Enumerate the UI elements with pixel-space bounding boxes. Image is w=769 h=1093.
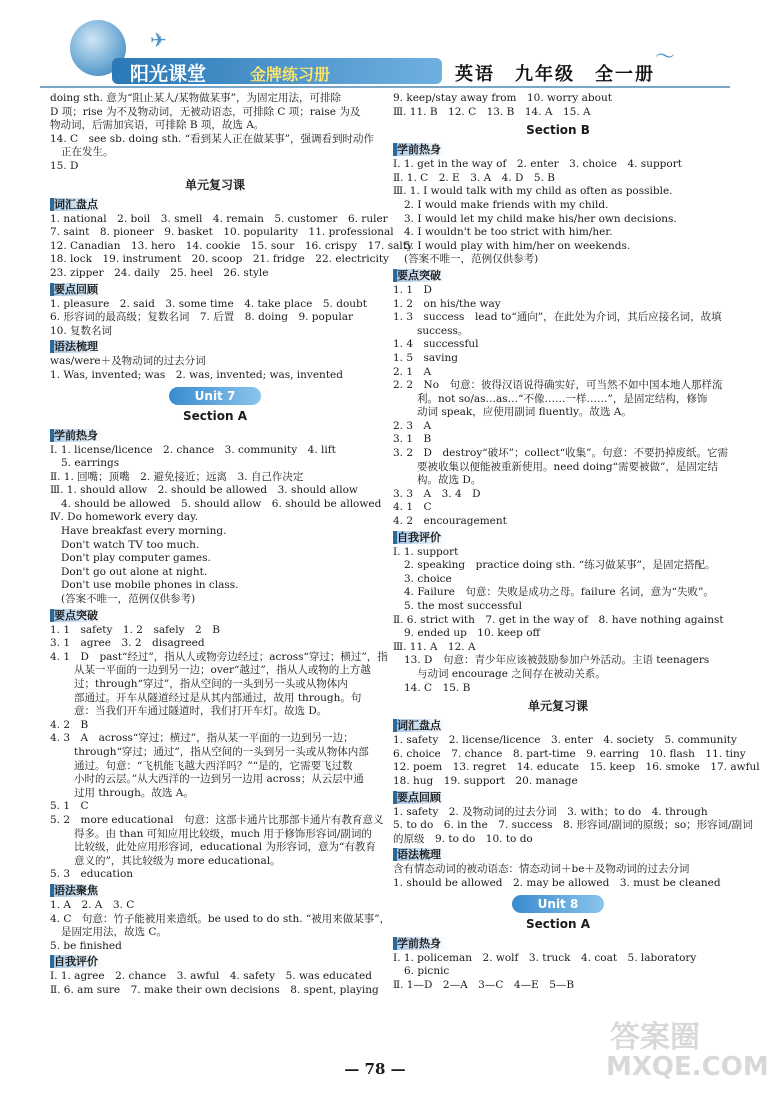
section-label-warmup: 学前热身 bbox=[393, 143, 447, 156]
section-label-points: 要点回顾 bbox=[50, 283, 104, 296]
answer-line: 13. D 句意：青少年应该被鼓励参加户外活动。主语 teenagers bbox=[404, 654, 710, 667]
review-title: 单元复习课 bbox=[527, 699, 588, 714]
answer-line: 1. 5 saving bbox=[393, 351, 458, 364]
answer-line: 1. A 2. A 3. C bbox=[50, 898, 135, 911]
answer-line: Ⅲ. 11. B 12. C 13. B 14. A 15. A bbox=[393, 105, 591, 118]
warmup-list bbox=[393, 158, 723, 267]
series-title: 阳光课堂 bbox=[130, 63, 207, 85]
answer-line: 4. 3 A across“穿过；横过”，指从某一平面的一边到另一边； bbox=[50, 732, 354, 745]
answer-line: Ⅱ. 1. 回嘴；顶嘴 2. 避免接近；远离 3. 自己作决定 bbox=[50, 470, 304, 483]
watermark-logo: 答案圈 bbox=[610, 1020, 700, 1055]
answer-line: 4. 2 B bbox=[50, 718, 89, 731]
section-label-breakthrough: 要点突破 bbox=[50, 609, 104, 622]
answer-line: 3. 1 agree 3. 2 disagreed bbox=[50, 637, 205, 650]
answer-line: Ⅰ. 1. license/licence 2. chance 3. community 4. lift bbox=[50, 443, 336, 456]
unit8-badge: Unit 8 bbox=[512, 895, 604, 913]
section-label-grammar: 语法梳理 bbox=[50, 340, 104, 353]
section-a-title: Section A bbox=[526, 916, 590, 931]
answer-line: 1. 4 successful bbox=[393, 338, 479, 351]
page-header bbox=[0, 0, 750, 88]
answer-line: Ⅲ. 1. should allow 2. should be allowed 3. should allow bbox=[50, 484, 358, 497]
unit7-a-tail bbox=[393, 92, 723, 119]
answer-line: 4. 1 D past“经过”，指从人或物旁边经过；across“穿过；横过”，指 bbox=[50, 650, 388, 663]
section-label-vocab: 词汇盘点 bbox=[50, 198, 104, 211]
answer-line: Ⅱ. 1. C 2. E 3. A 4. D 5. B bbox=[393, 171, 556, 184]
answer-line: 18. hug 19. support 20. manage bbox=[393, 774, 578, 787]
section-label-grammar-focus: 语法聚焦 bbox=[50, 884, 104, 897]
page-number: — 78 — bbox=[344, 1060, 406, 1078]
answer-line: 正在发生。 bbox=[61, 146, 114, 159]
answer-line: 5. earrings bbox=[61, 457, 120, 470]
answer-line: Have breakfast every morning. bbox=[61, 525, 227, 538]
answer-line: 5. 1 C bbox=[50, 800, 89, 813]
answer-line: 利。not so/as…as…“不像……一样……”，是固定结构，修饰 bbox=[417, 392, 708, 405]
answer-line: 6. picnic bbox=[404, 965, 450, 978]
answer-line: 1. 2 on his/the way bbox=[393, 297, 501, 310]
answer-line: 5. 3 education bbox=[50, 868, 134, 881]
answer-line: 18. lock 19. instrument 20. scoop 21. fridge 22. electricity bbox=[50, 253, 389, 266]
answer-line: Ⅰ. 1. policeman 2. wolf 3. truck 4. coat 5. laboratory bbox=[393, 951, 697, 964]
header-rule bbox=[40, 86, 730, 88]
answer-line: 物动词，后需加宾语，可排除 B 项，故选 A。 bbox=[50, 119, 265, 132]
answer-line: Ⅰ. 1. support bbox=[393, 545, 459, 558]
answer-line: 要被收集以便能被重新使用。need doing“需要被做”，是固定结 bbox=[417, 460, 718, 473]
answer-line: 15. D bbox=[50, 159, 79, 172]
warmup-list bbox=[393, 952, 723, 993]
answer-line: 与动词 encourage 之间存在被动关系。 bbox=[417, 667, 606, 680]
section-label-self-eval: 自我评价 bbox=[393, 531, 447, 544]
section-a-title: Section A bbox=[183, 408, 247, 423]
answer-line: Ⅲ. 11. A 12. A bbox=[393, 640, 476, 653]
answer-line: 4. I wouldn't be too strict with him/her. bbox=[404, 226, 613, 239]
answer-line: 的原级 9. to do 10. to do bbox=[393, 832, 533, 845]
answer-line: 构。故选 D。 bbox=[417, 474, 482, 487]
answer-line: 4. should be allowed 5. should allow 6. should be allowed bbox=[61, 497, 382, 510]
grammar-list bbox=[50, 355, 380, 382]
answer-line: 部通过。开车从隧道经过是从其内部通过，故用 through。句 bbox=[74, 691, 362, 704]
answer-line: 从某一平面的一边到另一边；over“越过”，指从人或物的上方越 bbox=[74, 664, 371, 677]
points-list bbox=[50, 298, 380, 339]
answer-line: 5. I would play with him/her on weekends. bbox=[404, 239, 631, 252]
grammar-list bbox=[393, 863, 723, 890]
answer-line: 通过。句意：“飞机能飞越大西洋吗？”“是的，它需要飞过数 bbox=[74, 759, 353, 772]
book-title: 金牌练习册 bbox=[250, 65, 331, 84]
review-title: 单元复习课 bbox=[184, 177, 245, 192]
answer-line: 1. pleasure 2. said 3. some time 4. take place 5. doubt bbox=[50, 297, 367, 310]
vocab-list bbox=[393, 734, 760, 788]
answer-line: 4. C 句意：竹子能被用来造纸。be used to do sth. “被用来做某事”， bbox=[50, 912, 391, 925]
answer-line: 23. zipper 24. daily 25. heel 26. style bbox=[50, 266, 269, 279]
answer-line: (答案不唯一，范例仅供参考) bbox=[404, 253, 539, 266]
answer-line: 过用 through。故选 A。 bbox=[74, 786, 194, 799]
answer-line: 9. ended up 10. keep off bbox=[404, 627, 540, 640]
right-column bbox=[393, 92, 760, 992]
answer-line: 比较级，此处应用形容词，educational 为形容词，意为“有教育 bbox=[74, 841, 376, 854]
section-label-grammar: 语法梳理 bbox=[393, 848, 447, 861]
answer-line: 3. 2 D destroy“破坏”；collect“收集”。句意：不要扔掉废纸。它需 bbox=[393, 447, 728, 460]
answer-line: Don't play computer games. bbox=[61, 552, 211, 565]
answer-line: Ⅰ. 1. get in the way of 2. enter 3. choice 4. support bbox=[393, 158, 682, 171]
answer-line: 6. choice 7. chance 8. part-time 9. earring 10. flash 11. tiny bbox=[393, 747, 746, 760]
bird-icon: ✈ bbox=[150, 28, 167, 52]
answer-line: was/were＋及物动词的过去分词 bbox=[50, 355, 206, 368]
answer-line: D 项；rise 为不及物动词，无被动语态，可排除 C 项；raise 为及 bbox=[50, 105, 361, 118]
section-label-warmup: 学前热身 bbox=[50, 429, 104, 442]
answer-line: 意义的”，其比较级为 more educational。 bbox=[74, 854, 281, 867]
answer-line: Ⅰ. 1. agree 2. chance 3. awful 4. safety 5. was educated bbox=[50, 970, 372, 983]
answer-line: Ⅱ. 1—D 2—A 3—C 4—E 5—B bbox=[393, 978, 575, 991]
answer-line: 2. 2 No 句意：彼得汉语说得确实好，可当然不如中国本地人那样流 bbox=[393, 379, 723, 392]
answer-line: 意：当我们开车通过隧道时，我们打开车灯。故选 D。 bbox=[74, 705, 328, 718]
section-label-points: 要点回顾 bbox=[393, 791, 447, 804]
warmup-list bbox=[50, 444, 380, 607]
answer-line: 14. C see sb. doing sth. “看到某人正在做某事”，强调看到时动作 bbox=[50, 132, 375, 145]
points-list bbox=[393, 805, 753, 847]
answer-line: (答案不唯一，范例仅供参考) bbox=[61, 593, 196, 606]
self-eval-list bbox=[50, 970, 380, 997]
answer-line: success。 bbox=[417, 324, 469, 337]
answer-line: 14. C 15. B bbox=[404, 681, 471, 694]
answer-line: 5. be finished bbox=[50, 939, 122, 952]
answer-line: 2. speaking practice doing sth. “练习做某事”，是固定搭配。 bbox=[404, 559, 716, 572]
answer-line: Don't watch TV too much. bbox=[61, 538, 200, 551]
answer-line: Ⅱ. 6. am sure 7. make their own decisions 8. spent, playing bbox=[50, 983, 379, 996]
answer-line: 得多。由 than 可知应用比较级，much 用于修饰形容词/副词的 bbox=[74, 827, 372, 840]
vocab-list bbox=[50, 212, 413, 281]
unit7-badge: Unit 7 bbox=[169, 387, 261, 405]
answer-line: 1. 1 D bbox=[393, 283, 432, 296]
answer-line: 2. 3 A bbox=[393, 419, 432, 432]
section-label-breakthrough: 要点突破 bbox=[393, 269, 447, 282]
answer-line: Don't go out alone at night. bbox=[61, 565, 208, 578]
bird-icon: 〜 bbox=[655, 44, 675, 68]
answer-line: Don't use mobile phones in class. bbox=[61, 579, 239, 592]
answer-line: 3. I would let my child make his/her own decisions. bbox=[404, 212, 677, 225]
section-label-vocab: 词汇盘点 bbox=[393, 719, 447, 732]
answer-line: 7. saint 8. pioneer 9. basket 10. popularity 11. professional bbox=[50, 226, 394, 239]
answer-line: 2. 1 A bbox=[393, 365, 432, 378]
answer-line: 9. keep/stay away from 10. worry about bbox=[393, 92, 612, 104]
answer-line: 小时的云层。”从大西洋的一边到另一边用 across；从云层中通 bbox=[74, 773, 364, 786]
answer-line: 动词 speak，应使用副词 fluently。故选 A。 bbox=[417, 406, 632, 419]
answer-line: 过；through“穿过”，指从空间的一头到另一头或从物体内 bbox=[74, 678, 348, 690]
answer-line: 3. choice bbox=[404, 572, 452, 585]
answer-line: 10. 复数名词 bbox=[50, 324, 113, 337]
answer-line: 1. 3 success lead to“通向”，在此处为介词，其后应接名词，故填 bbox=[393, 311, 722, 324]
section-label-warmup: 学前热身 bbox=[393, 937, 447, 950]
answer-line: Ⅱ. 6. strict with 7. get in the way of 8. have nothing against bbox=[393, 613, 724, 626]
unit6-answers-tail bbox=[50, 92, 380, 174]
section-b-title: Section B bbox=[526, 123, 590, 138]
answer-line: 5. the most successful bbox=[404, 600, 523, 612]
answer-line: 是固定用法，故选 C。 bbox=[61, 926, 167, 939]
answer-line: 3. 1 B bbox=[393, 433, 432, 446]
subject-title: 英语 九年级 全一册 bbox=[455, 64, 655, 85]
answer-line: Ⅳ. Do homework every day. bbox=[50, 511, 199, 524]
self-eval-list bbox=[393, 546, 723, 696]
answer-line: 5. 2 more educational 句意：这部卡通片比那部卡通片有教育意义 bbox=[50, 813, 384, 826]
answer-line: 1. national 2. boil 3. smell 4. remain 5. customer 6. ruler bbox=[50, 212, 388, 225]
breakthrough-list bbox=[50, 623, 388, 882]
answer-line: Ⅲ. 1. I would talk with my child as often as possible. bbox=[393, 185, 673, 198]
watermark-url: MXQE.COM bbox=[606, 1052, 769, 1082]
answer-line: 4. 1 C bbox=[393, 501, 432, 514]
answer-line: 1. safety 2. license/licence 3. enter 4. society 5. community bbox=[393, 734, 737, 747]
answer-line: 4. Failure 句意：失败是成功之母。failure 名词，意为“失败”。 bbox=[404, 586, 714, 599]
answer-line: through“穿过；通过”，指从空间的一头到另一头或从物体内部 bbox=[74, 745, 369, 758]
answer-line: 1. 1 safety 1. 2 safely 2 B bbox=[50, 623, 220, 636]
answer-line: 12. Canadian 13. hero 14. cookie 15. sour 16. crispy 17. salty bbox=[50, 239, 413, 252]
answer-line: 12. poem 13. regret 14. educate 15. keep 16. smoke 17. awful bbox=[393, 761, 760, 774]
answer-line: 6. 形容词的最高级；复数名词 7. 后置 8. doing 9. popular bbox=[50, 311, 353, 324]
grammar-focus-list bbox=[50, 898, 391, 953]
answer-line: 3. 3 A 3. 4 D bbox=[393, 487, 481, 500]
answer-line: doing sth. 意为“阻止某人/某物做某事”，为固定用法，可排除 bbox=[50, 92, 342, 104]
answer-line: 2. I would make friends with my child. bbox=[404, 198, 609, 211]
answer-line: 1. Was, invented; was 2. was, invented; was, invented bbox=[50, 368, 343, 381]
answer-line: 1. safety 2. 及物动词的过去分词 3. with；to do 4. through bbox=[393, 805, 708, 818]
section-label-self-eval: 自我评价 bbox=[50, 955, 104, 968]
answer-line: 5. to do 6. in the 7. success 8. 形容词/副词的原级；so；形容词/副词 bbox=[393, 819, 753, 832]
answer-line: 4. 2 encouragement bbox=[393, 515, 507, 528]
breakthrough-list bbox=[393, 283, 728, 529]
answer-line: 含有情态动词的被动语态：情态动词＋be＋及物动词的过去分词 bbox=[393, 863, 690, 876]
answer-line: 1. should be allowed 2. may be allowed 3. must be cleaned bbox=[393, 876, 721, 889]
